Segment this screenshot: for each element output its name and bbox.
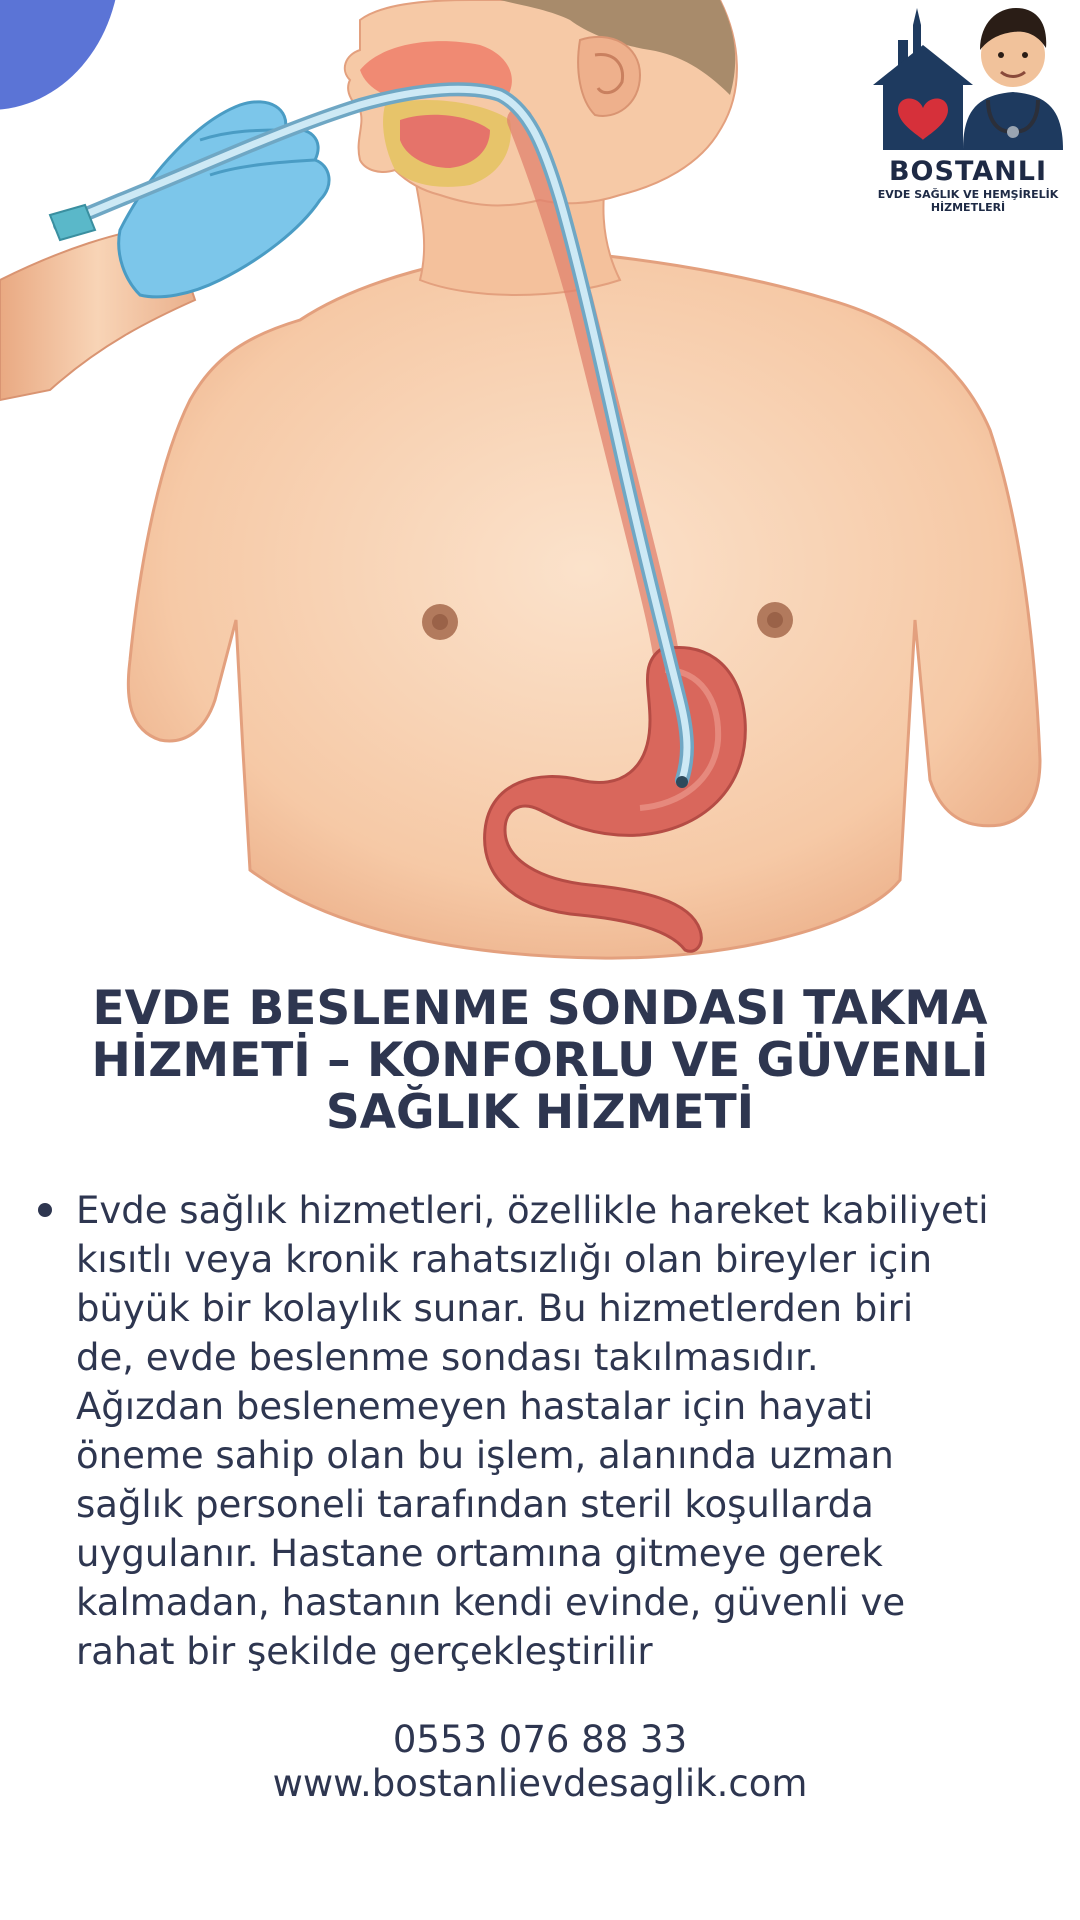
logo-subtitle-line: EVDE SAĞLIK VE HEMŞİRELİK xyxy=(877,188,1059,201)
phone-number[interactable]: 0553 076 88 33 xyxy=(392,1718,688,1761)
paragraph-line: kalmadan, hastanın kendi evinde, güvenli ve xyxy=(76,1581,906,1624)
contact-info xyxy=(0,1718,1080,1806)
paragraph-line: de, evde beslenme sondası takılmasıdır. xyxy=(76,1336,819,1379)
title-line: SAĞLIK HİZMETİ xyxy=(325,1085,755,1140)
paragraph-line: rahat bir şekilde gerçekleştirilir xyxy=(76,1630,653,1673)
title-line: HİZMETİ – KONFORLU VE GÜVENLİ xyxy=(91,1033,989,1088)
paragraph-line: sağlık personeli tarafından steril koşullarda xyxy=(76,1483,874,1526)
description-paragraph xyxy=(76,1186,1066,1676)
website-link[interactable]: www.bostanlievdesaglik.com xyxy=(272,1762,808,1805)
paragraph-line: kısıtlı veya kronik rahatsızlığı olan bireyler için xyxy=(76,1238,933,1281)
paragraph-line: Ağızdan beslenemeyen hastalar için hayati xyxy=(76,1385,874,1428)
paragraph-line: uygulanır. Hastane ortamına gitmeye gerek xyxy=(76,1532,883,1575)
page-title xyxy=(60,983,1020,1139)
paragraph-line: büyük bir kolaylık sunar. Bu hizmetlerden biri xyxy=(76,1287,914,1330)
logo-emblem-icon xyxy=(868,0,1068,160)
logo-title: BOSTANLI xyxy=(888,156,1048,187)
logo-subtitle xyxy=(868,188,1068,214)
bostanli-logo xyxy=(868,0,1068,222)
logo-subtitle-line: HİZMETLERİ xyxy=(930,201,1006,214)
paragraph-line: öneme sahip olan bu işlem, alanında uzman xyxy=(76,1434,894,1477)
paragraph-line: Evde sağlık hizmetleri, özellikle hareket kabiliyeti xyxy=(76,1189,989,1232)
bullet-icon xyxy=(38,1203,52,1217)
title-line: EVDE BESLENME SONDASI TAKMA xyxy=(92,981,988,1036)
